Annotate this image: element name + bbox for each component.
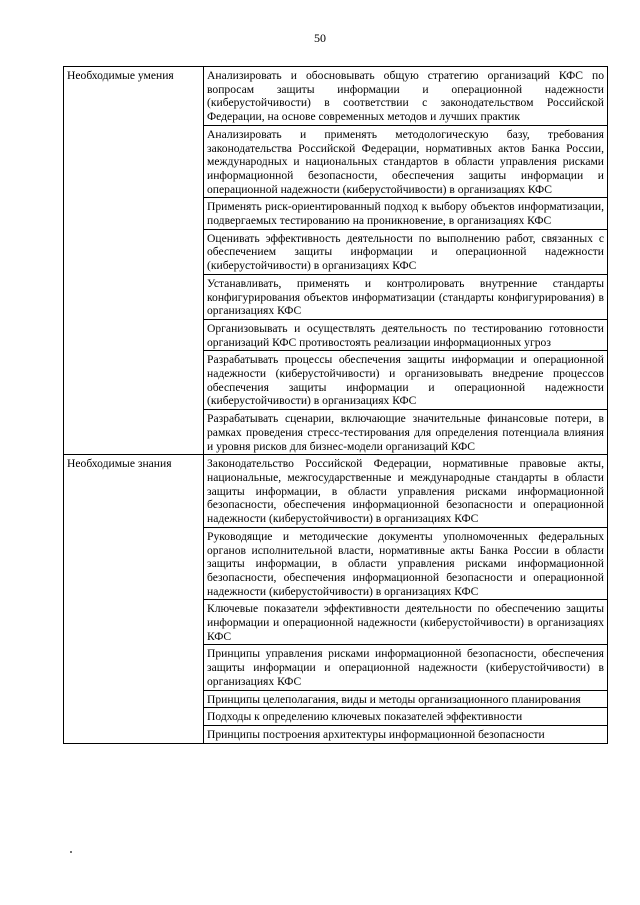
- scan-speck: [70, 851, 72, 853]
- section-label-skills: Необходимые умения: [64, 67, 204, 455]
- table-cell: Организовывать и осуществлять деятельность по тестированию готовности организаций КФС противостоять реализации информационных угроз: [204, 319, 608, 350]
- table-row: [64, 455, 608, 528]
- section-label-knowledge: Необходимые знания: [64, 455, 204, 743]
- table-cell: Разрабатывать процессы обеспечения защиты информации и операционной надежности (киберустойчивости) и организовывать внедрение процессов обеспечения защиты информации и операционной надежности (киберустойчивости) в организациях КФС: [204, 351, 608, 410]
- requirements-table: [63, 66, 608, 744]
- table-cell: Устанавливать, применять и контролировать внутренние стандарты конфигурирования объектов информатизации (стандарты конфигурирования) в организациях КФС: [204, 274, 608, 319]
- table-cell: Применять риск-ориентированный подход к выбору объектов информатизации, подвергаемых тестированию на проникновение, в организациях КФС: [204, 198, 608, 229]
- table-cell: Оценивать эффективность деятельности по выполнению работ, связанных с обеспечением защиты информации и операционной надежности (киберустойчивости) в организациях КФС: [204, 229, 608, 274]
- table-cell: Принципы построения архитектуры информационной безопасности: [204, 725, 608, 743]
- table-cell: Руководящие и методические документы уполномоченных федеральных органов исполнительной власти, нормативные акты Банка России в области защиты информации, в области управления рисками информационной безопасности, обеспечения информационной безопасности и операционной надежности (киберустойчивости) в организациях КФС: [204, 527, 608, 600]
- table-cell: Ключевые показатели эффективности деятельности по обеспечению защиты информации и операционной надежности (киберустойчивости) в организациях КФС: [204, 600, 608, 645]
- page-number: 50: [314, 31, 326, 45]
- table-cell: Законодательство Российской Федерации, нормативные правовые акты, национальные, межгосударственные и международные стандарты в области защиты информации, в области управления рисками информационной безопасности, обеспечения информационной безопасности и операционной надежности (киберустойчивости) в организациях КФС: [204, 455, 608, 528]
- table-cell: Принципы управления рисками информационной безопасности, обеспечения защиты информации и операционной надежности (киберустойчивости) в организациях КФС: [204, 645, 608, 690]
- table-cell: Принципы целеполагания, виды и методы организационного планирования: [204, 690, 608, 708]
- table-cell: Подходы к определению ключевых показателей эффективности: [204, 708, 608, 726]
- table-row: [64, 67, 608, 126]
- table-cell: Разрабатывать сценарии, включающие значительные финансовые потери, в рамках проведения стресс-тестирования для определения потенциала влияния и уровня рисков для бизнес-модели организаций КФС: [204, 410, 608, 455]
- table-cell: Анализировать и обосновывать общую стратегию организаций КФС по вопросам защиты информации и операционной надежности (киберустойчивости) в соответствии с законодательством Российской Федерации, на основе современных методов и лучших практик: [204, 67, 608, 126]
- table-cell: Анализировать и применять методологическую базу, требования законодательства Российской Федерации, нормативных актов Банка России, международных и национальных стандартов в области управления рисками информационной безопасности, обеспечения защиты информации и операционной надежности (киберустойчивости) в организациях КФС: [204, 125, 608, 198]
